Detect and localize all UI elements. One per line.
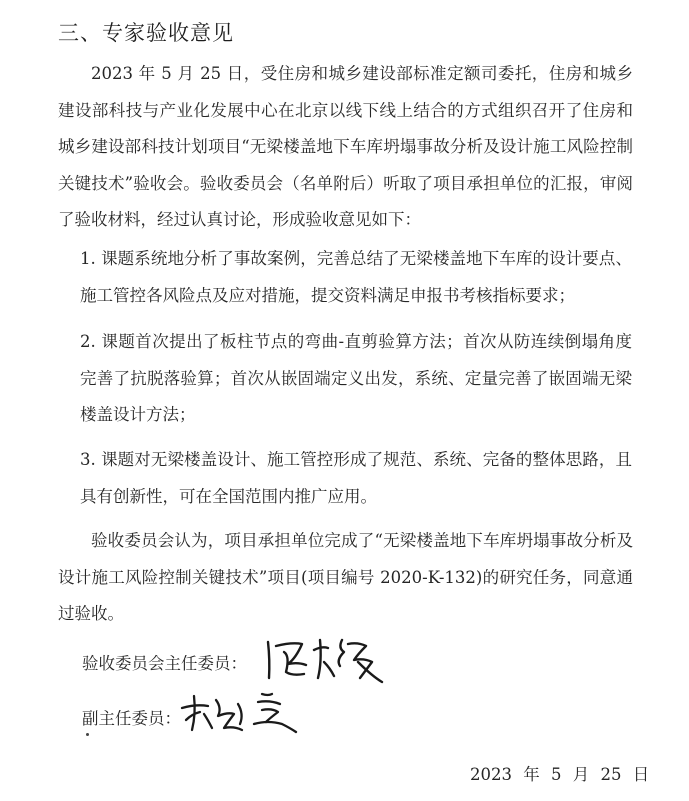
vice-chair-signature-label: 副主任委员： <box>82 709 181 728</box>
finding-item-1: 1. 课题系统地分析了事故案例，完善总结了无梁楼盖地下车库的设计要点、施工管控各风险点及应对措施，提交资料满足申报书考核指标要求； <box>80 249 632 305</box>
conclusion-paragraph: 验收委员会认为，项目承担单位完成了“无梁楼盖地下车库坍塌事故分析及设计施工风险控制关键技术”项目(项目编号 2020-K-132)的研究任务，同意通过验收。 <box>58 531 633 623</box>
ink-dot <box>86 733 89 736</box>
intro-paragraph: 2023 年 5 月 25 日，受住房和城乡建设部标准定额司委托，住房和城乡建设部科技与产业化发展中心在北京以线下线上结合的方式组织召开了住房和城乡建设部科技计划项目“无梁楼盖地下车库坍塌事故分析及设计施工风险控制关键技术”验收会。验收委员会（名单附后）听取了项目承担单位的汇报，审阅了验收材料，经过认真讨论，形成验收意见如下： <box>58 64 633 229</box>
vice-chair-handwritten-signature <box>178 690 300 734</box>
finding-item-3: 3. 课题对无梁楼盖设计、施工管控形成了规范、系统、完备的整体思路，且具有创新性，可在全国范围内推广应用。 <box>80 450 632 506</box>
signing-date: 2023 年 5 月 25 日 <box>470 765 650 784</box>
finding-item-2: 2. 课题首次提出了板柱节点的弯曲-直剪验算方法；首次从防连续倒塌角度完善了抗脱落验算；首次从嵌固端定义出发，系统、定量完善了嵌固端无梁楼盖设计方法； <box>80 332 632 424</box>
section-heading: 三、专家验收意见 <box>58 21 234 45</box>
chair-handwritten-signature <box>262 632 387 684</box>
chair-signature-label: 验收委员会主任委员： <box>82 654 247 673</box>
